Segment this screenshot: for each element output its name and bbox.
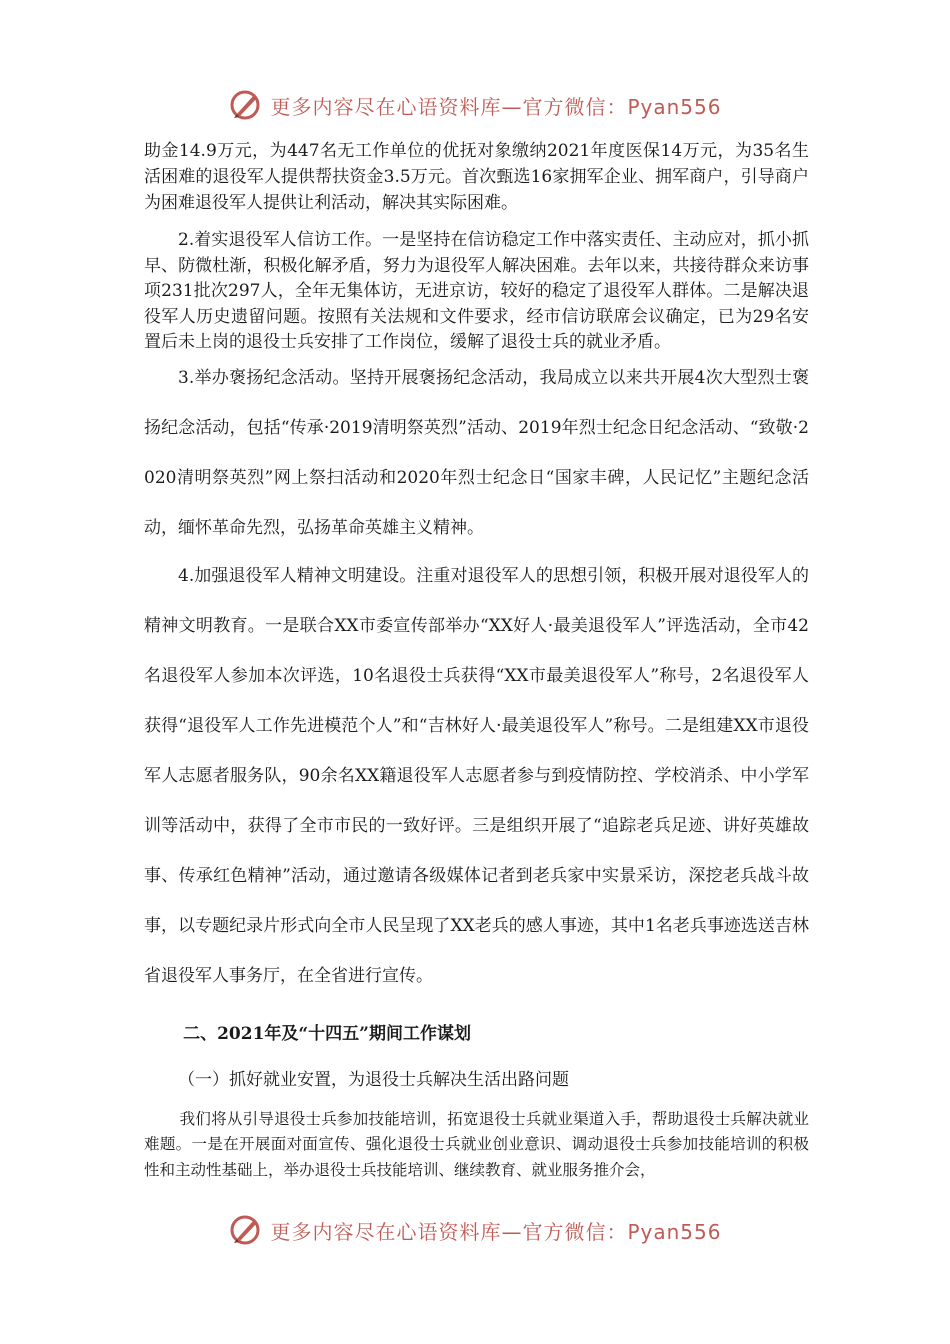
banner-text: 更多内容尽在心语资料库—官方微信：Pyan556 (270, 1219, 722, 1244)
banner-text: 更多内容尽在心语资料库—官方微信：Pyan556 (270, 94, 722, 119)
paragraph-spiritual-civilization: 4.加强退役军人精神文明建设。注重对退役军人的思想引领，积极开展对退役军人的精神文明教育。一是联合XX市委宣传部举办“XX好人·最美退役军人”评选活动，全市42名退役军人参加本次评选，10名退役士兵获得“XX市最美退役军人”称号，2名退役军人获得“退役军人工作先进模范个人”和“吉林好人·最美退役军人”称号。二是组建XX市退役军人志愿者服务队，90余名XX籍退役军人志愿者参与到疫情防控、学校消杀、中小学军训等活动中，获得了全市市民的一致好评。三是组织开展了“追踪老兵足迹、讲好英雄故事、传承红色精神”活动，通过邀请各级媒体记者到老兵家中实景采访，深挖老兵战斗故事，以专题纪录片形式向全市人民呈现了XX老兵的感人事迹，其中1名老兵事迹选送吉林省退役军人事务厅，在全省进行宣传。 (144, 565, 809, 986)
paragraph-petition-work: 2.着实退役军人信访工作。一是坚持在信访稳定工作中落实责任、主动应对，抓小抓早、防微杜渐，积极化解矛盾，努力为退役军人解决困难。去年以来，共接待群众来访事项231批次297人，全年无集体访，无进京访，较好的稳定了退役军人群体。二是解决退役军人历史遗留问题。按照有关法规和文件要求，经市信访联席会议确定，已为29名安置后未上岗的退役士兵安排了工作岗位，缓解了退役士兵的就业矛盾。 (144, 230, 809, 352)
document-body (144, 138, 809, 1183)
brush-logo-icon (228, 1212, 264, 1248)
subsection-heading: （一）抓好就业安置，为退役士兵解决生活出路问题 (178, 1069, 569, 1090)
brush-logo-icon (228, 87, 264, 123)
paragraph-commemoration: 3.举办褒扬纪念活动。坚持开展褒扬纪念活动，我局成立以来共开展4次大型烈士褒扬纪念活动，包括“传承·2019清明祭英烈”活动、2019年烈士纪念日纪念活动、“致敬·2020清明祭英烈”网上祭扫活动和2020年烈士纪念日“国家丰碑，人民记忆”主题纪念活动，缅怀革命先烈，弘扬革命英雄主义精神。 (144, 367, 809, 538)
section-heading: 二、2021年及“十四五”期间工作谋划 (183, 1023, 471, 1044)
footer-watermark-banner (0, 1210, 950, 1250)
header-watermark-banner (0, 85, 950, 125)
paragraph-employment: 我们将从引导退役士兵参加技能培训，拓宽退役士兵就业渠道入手，帮助退役士兵解决就业难题。一是在开展面对面宣传、强化退役士兵就业创业意识、调动退役士兵参加技能培训的积极性和主动性基础上，举办退役士兵技能培训、继续教育、就业服务推介会， (144, 1109, 809, 1179)
paragraph-continued: 助金14.9万元，为447名无工作单位的优抚对象缴纳2021年度医保14万元，为35名生活困难的退役军人提供帮扶资金3.5万元。首次甄选16家拥军企业、拥军商户，引导商户为困难退役军人提供让利活动，解决其实际困难。 (144, 141, 809, 213)
